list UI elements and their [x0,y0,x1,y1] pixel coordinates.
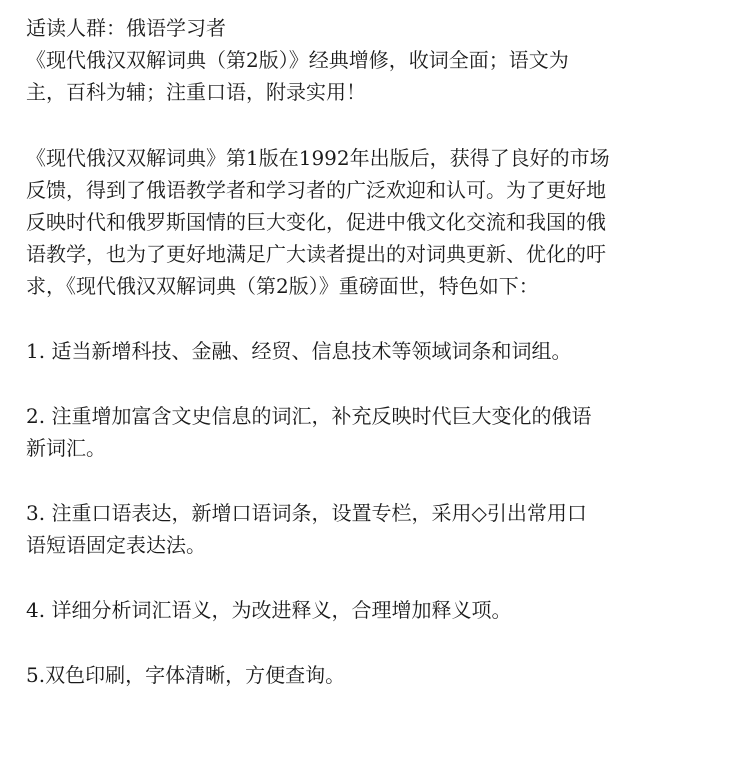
feature-line: 3. 注重口语表达，新增口语词条，设置专栏，采用◇引出常用口 [26,501,587,525]
description-line: 反映时代和俄罗斯国情的巨大变化，促进中俄文化交流和我国的俄 [26,210,606,234]
description-line: 《现代俄汉双解词典》第1版在1992年出版后，获得了良好的市场 [26,146,610,170]
feature-line: 4. 详细分析词汇语义，为改进释义，合理增加释义项。 [26,598,512,622]
feature-item-2 [26,400,724,464]
feature-line: 5.双色印刷，字体清晰，方便查询。 [26,663,346,687]
feature-item-4 [26,594,724,626]
tagline-line-2: 主，百科为辅；注重口语，附录实用！ [26,80,366,104]
description-paragraph [26,142,724,302]
feature-line: 2. 注重增加富含文史信息的词汇，补充反映时代巨大变化的俄语 [26,404,592,428]
feature-line: 新词汇。 [26,436,106,460]
feature-line: 1. 适当新增科技、金融、经贸、信息技术等领域词条和词组。 [26,339,572,363]
audience-line: 适读人群：俄语学习者 [26,16,226,40]
tagline-line-1: 《现代俄汉双解词典（第2版）》经典增修，收词全面；语文为 [26,48,569,72]
description-line: 求，《现代俄汉双解词典（第2版）》重磅面世，特色如下： [26,274,539,298]
feature-item-1 [26,335,724,367]
feature-line: 语短语固定表达法。 [26,533,206,557]
feature-item-5 [26,659,724,691]
description-line: 反馈，得到了俄语教学者和学习者的广泛欢迎和认可。为了更好地 [26,178,606,202]
description-line: 语教学，也为了更好地满足广大读者提出的对词典更新、优化的吁 [26,242,606,266]
intro-section [26,12,724,108]
feature-item-3 [26,497,724,561]
